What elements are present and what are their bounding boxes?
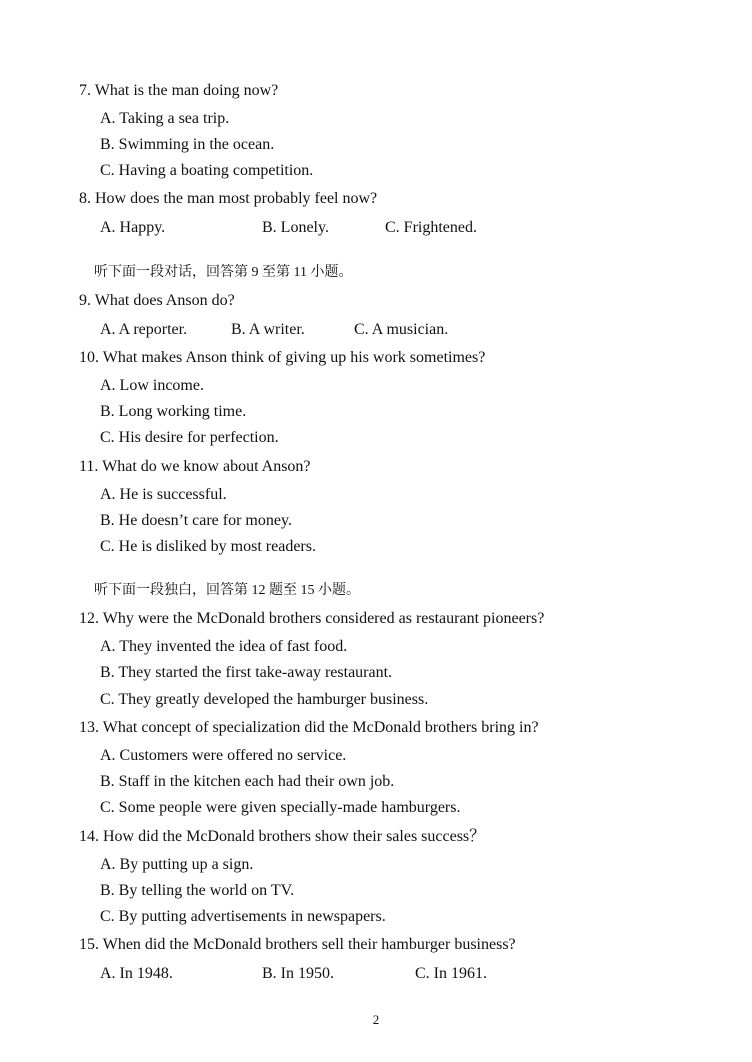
option-11a: A. He is successful. xyxy=(100,486,227,503)
option-11b: B. He doesn’t care for money. xyxy=(100,512,292,529)
option-15c: C. In 1961. xyxy=(415,965,487,982)
option-7b: B. Swimming in the ocean. xyxy=(100,136,275,153)
option-7a: A. Taking a sea trip. xyxy=(100,110,230,127)
option-12b: B. They started the first take-away restaurant. xyxy=(100,664,393,681)
question-13: 13. What concept of specialization did the McDonald brothers bring in? xyxy=(79,719,539,736)
option-8a: A. Happy. xyxy=(100,219,166,236)
question-11: 11. What do we know about Anson? xyxy=(79,458,311,475)
option-9a: A. A reporter. xyxy=(100,321,188,338)
question-9: 9. What does Anson do? xyxy=(79,292,235,309)
option-12c: C. They greatly developed the hamburger business. xyxy=(100,691,429,708)
question-8: 8. How does the man most probably feel now? xyxy=(79,190,378,207)
option-15b: B. In 1950. xyxy=(262,965,334,982)
option-12a: A. They invented the idea of fast food. xyxy=(100,638,348,655)
section-instruction-monologue: 听下面一段独白，回答第 12 题至 15 小题。 xyxy=(94,583,360,598)
question-14: 14. How did the McDonald brothers show their sales success？ xyxy=(79,828,486,845)
option-7c: C. Having a boating competition. xyxy=(100,162,314,179)
option-11c: C. He is disliked by most readers. xyxy=(100,538,316,555)
question-7: 7. What is the man doing now? xyxy=(79,82,279,99)
option-13c: C. Some people were given specially-made hamburgers. xyxy=(100,799,461,816)
section-instruction-dialogue: 听下面一段对话，回答第 9 至第 11 小题。 xyxy=(94,265,353,280)
question-10: 10. What makes Anson think of giving up his work sometimes? xyxy=(79,349,486,366)
option-14a: A. By putting up a sign. xyxy=(100,856,254,873)
option-15a: A. In 1948. xyxy=(100,965,173,982)
option-13b: B. Staff in the kitchen each had their own job. xyxy=(100,773,395,790)
option-14b: B. By telling the world on TV. xyxy=(100,882,295,899)
page-number: 2 xyxy=(372,1012,380,1027)
option-8b: B. Lonely. xyxy=(262,219,329,236)
option-14c: C. By putting advertisements in newspapers. xyxy=(100,908,386,925)
question-15: 15. When did the McDonald brothers sell their hamburger business? xyxy=(79,936,516,953)
option-10c: C. His desire for perfection. xyxy=(100,429,279,446)
option-10b: B. Long working time. xyxy=(100,403,247,420)
option-8c: C. Frightened. xyxy=(385,219,477,236)
question-12: 12. Why were the McDonald brothers considered as restaurant pioneers? xyxy=(79,610,545,627)
option-9b: B. A writer. xyxy=(231,321,305,338)
option-13a: A. Customers were offered no service. xyxy=(100,747,347,764)
option-9c: C. A musician. xyxy=(354,321,449,338)
option-10a: A. Low income. xyxy=(100,377,204,394)
